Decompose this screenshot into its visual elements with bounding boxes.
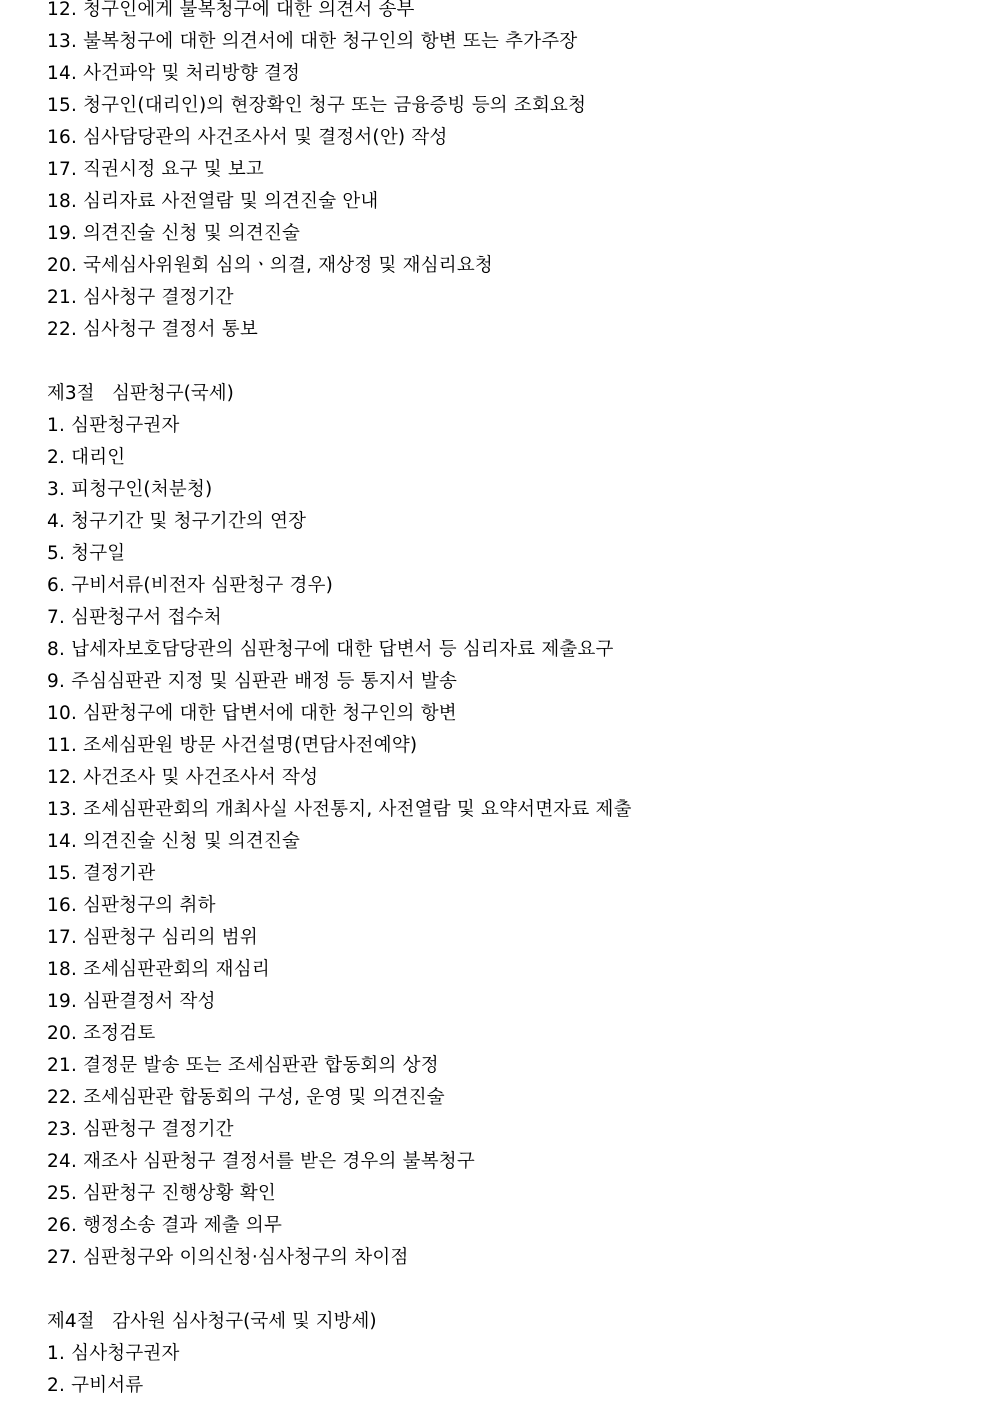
list-item: 13. 조세심판관회의 개최사실 사전통지, 사전열람 및 요약서면자료 제출 xyxy=(47,799,632,820)
list-item: 20. 조정검토 xyxy=(47,1023,156,1044)
list-item: 22. 조세심판관 합동회의 구성, 운영 및 의견진술 xyxy=(47,1087,445,1108)
list-item: 4. 청구기간 및 청구기간의 연장 xyxy=(47,511,307,532)
list-item: 8. 납세자보호담당관의 심판청구에 대한 답변서 등 심리자료 제출요구 xyxy=(47,639,614,660)
document-page xyxy=(47,0,947,1402)
section-heading: 제4절 감사원 심사청구(국세 및 지방세) xyxy=(47,1311,377,1332)
list-item: 20. 국세심사위원회 심의ㆍ의결, 재상정 및 재심리요청 xyxy=(47,255,493,276)
list-item: 1. 심사청구권자 xyxy=(47,1343,180,1364)
list-item: 12. 청구인에게 불복청구에 대한 의견서 송부 xyxy=(47,0,415,20)
list-item: 18. 심리자료 사전열람 및 의견진술 안내 xyxy=(47,191,379,212)
list-item: 16. 심사담당관의 사건조사서 및 결정서(안) 작성 xyxy=(47,127,448,148)
list-item: 9. 주심심판관 지정 및 심판관 배정 등 통지서 발송 xyxy=(47,671,458,692)
list-item: 11. 조세심판원 방문 사건설명(면담사전예약) xyxy=(47,735,418,756)
list-item: 25. 심판청구 진행상황 확인 xyxy=(47,1183,276,1204)
list-item: 17. 직권시정 요구 및 보고 xyxy=(47,159,264,180)
list-item: 13. 불복청구에 대한 의견서에 대한 청구인의 항변 또는 추가주장 xyxy=(47,31,578,52)
list-item: 7. 심판청구서 접수처 xyxy=(47,607,222,628)
section4 xyxy=(47,1306,947,1402)
list-item: 10. 심판청구에 대한 답변서에 대한 청구인의 항변 xyxy=(47,703,457,724)
list-item: 26. 행정소송 결과 제출 의무 xyxy=(47,1215,283,1236)
list-item: 24. 재조사 심판청구 결정서를 받은 경우의 불복청구 xyxy=(47,1151,475,1172)
section3 xyxy=(47,378,947,1274)
list-item: 19. 의견진술 신청 및 의견진술 xyxy=(47,223,301,244)
list-item: 21. 심사청구 결정기간 xyxy=(47,287,234,308)
spacer xyxy=(47,1274,947,1306)
list-item: 6. 구비서류(비전자 심판청구 경우) xyxy=(47,575,334,596)
section-heading: 제3절 심판청구(국세) xyxy=(47,383,234,404)
list-item: 1. 심판청구권자 xyxy=(47,415,180,436)
list-item: 21. 결정문 발송 또는 조세심판관 합동회의 상정 xyxy=(47,1055,439,1076)
list-item: 12. 사건조사 및 사건조사서 작성 xyxy=(47,767,319,788)
spacer xyxy=(47,346,947,378)
list-item: 14. 사건파악 및 처리방향 결정 xyxy=(47,63,301,84)
list-item: 15. 결정기관 xyxy=(47,863,156,884)
list-item: 16. 심판청구의 취하 xyxy=(47,895,216,916)
section2-tail-list xyxy=(47,0,947,346)
list-item: 2. 구비서류 xyxy=(47,1375,144,1396)
list-item: 17. 심판청구 심리의 범위 xyxy=(47,927,258,948)
list-item: 15. 청구인(대리인)의 현장확인 청구 또는 금융증빙 등의 조회요청 xyxy=(47,95,587,116)
list-item: 23. 심판청구 결정기간 xyxy=(47,1119,234,1140)
list-item: 14. 의견진술 신청 및 의견진술 xyxy=(47,831,301,852)
list-item: 27. 심판청구와 이의신청·심사청구의 차이점 xyxy=(47,1247,409,1268)
list-item: 18. 조세심판관회의 재심리 xyxy=(47,959,270,980)
list-item: 22. 심사청구 결정서 통보 xyxy=(47,319,258,340)
list-item: 2. 대리인 xyxy=(47,447,126,468)
list-item: 19. 심판결정서 작성 xyxy=(47,991,216,1012)
list-item: 3. 피청구인(처분청) xyxy=(47,479,213,500)
list-item: 5. 청구일 xyxy=(47,543,126,564)
